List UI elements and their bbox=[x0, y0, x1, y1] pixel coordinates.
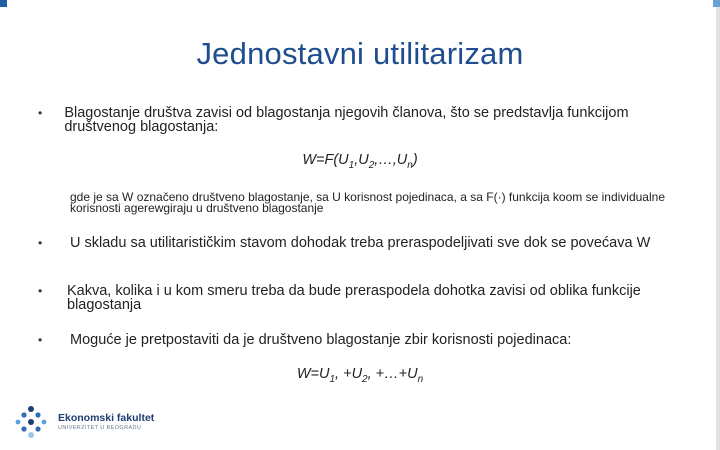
bullet-item-4 bbox=[38, 333, 658, 348]
faculty-logo bbox=[14, 405, 154, 439]
logo-dots-icon bbox=[14, 405, 48, 439]
bullet-marker: • bbox=[38, 284, 43, 298]
bullet-item-3 bbox=[38, 284, 658, 312]
bullet-text: Kakva, kolika i u kom smeru treba da bude preraspodela dohotka zavisi od oblika funkcije blagostanja bbox=[67, 283, 641, 313]
bullet-item-1 bbox=[38, 106, 658, 134]
formula-explanation: gde je sa W označeno društveno blagostanje, sa U korisnost pojedinaca, a sa F(·) funkcija koom se individualne korisnosti agerewgiraju u društveno blagostanje bbox=[70, 190, 665, 215]
logo-name: Ekonomski fakultet bbox=[58, 412, 155, 424]
bullet-text: Blagostanje društva zavisi od blagostanja njegovih članova, što se predstavlja funkcijom društvenog blagostanja: bbox=[64, 105, 629, 135]
bullet-text: Moguće je pretpostaviti da je društveno blagostanje zbir korisnosti pojedinaca: bbox=[70, 332, 572, 348]
slide-title: Jednostavni utilitarizam bbox=[196, 36, 524, 71]
welfare-function-formula: $W=F(U_1,U_2,\dots,U_n)$ bbox=[302, 152, 418, 171]
corner-accent bbox=[0, 0, 7, 7]
logo-subtitle: UNIVERZITET U BEOGRADU bbox=[58, 425, 142, 431]
bullet-marker: • bbox=[38, 236, 43, 250]
bullet-text: U skladu sa utilitarističkim stavom dohodak treba preraspodeljivati sve dok se povećava W bbox=[70, 235, 651, 251]
bullet-item-2 bbox=[38, 236, 658, 251]
bullet-marker: • bbox=[38, 106, 43, 120]
bullet-marker: • bbox=[38, 333, 43, 347]
utility-sum-formula: $W=U_1$, $+U_2$, $+\dots+U_n$ bbox=[296, 366, 424, 385]
